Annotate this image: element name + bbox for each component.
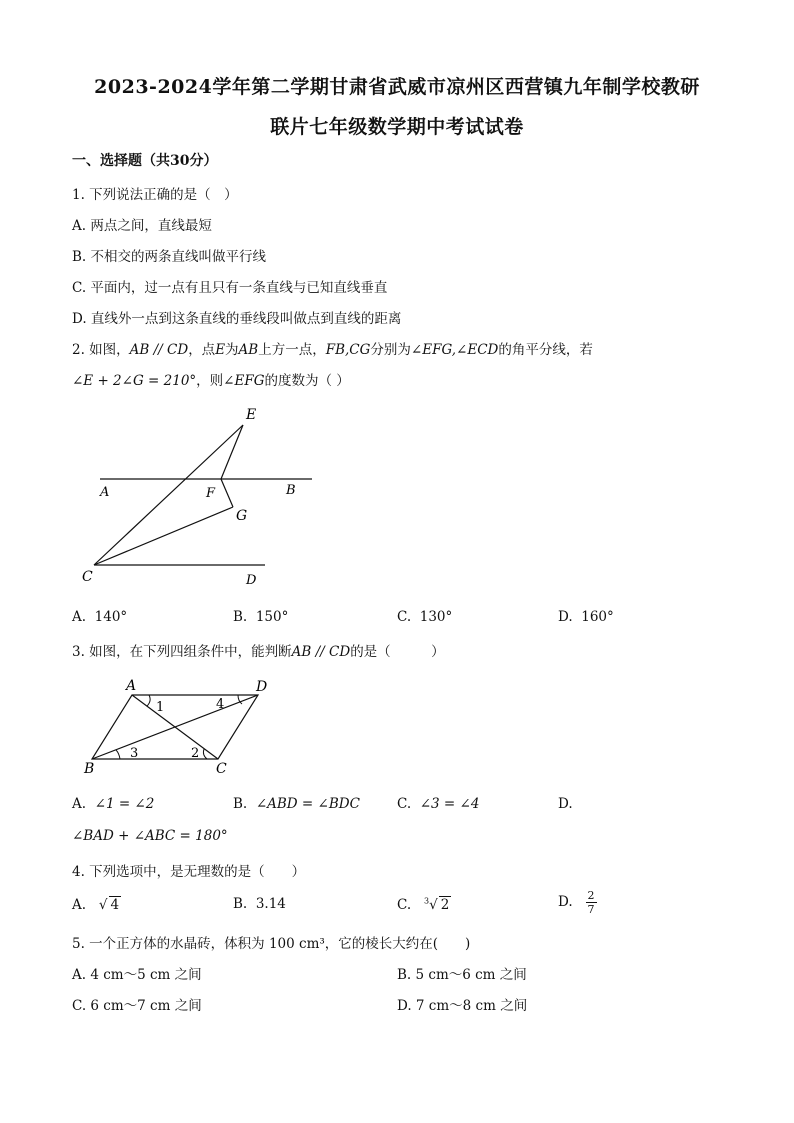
q5-option-a: A. 4 cm～5 cm 之间 (72, 967, 202, 983)
q4-option-b (233, 896, 286, 912)
option-letter: D. (558, 796, 573, 812)
q1-option-b: B. 不相交的两条直线叫做平行线 (72, 249, 267, 265)
option-value: ∠ABD = ∠BDC (255, 796, 360, 812)
angle-arc-3 (116, 750, 120, 759)
q3-figure (80, 675, 280, 780)
label-b: B (84, 761, 95, 777)
q1-option-a: A. 两点之间，直线最短 (72, 218, 212, 234)
segment-fg (221, 479, 233, 507)
option-letter: A. (72, 609, 87, 625)
q2-math: ∠EFG (223, 373, 265, 389)
option-value: ∠3 = ∠4 (419, 796, 480, 812)
option-value: 150° (255, 609, 289, 625)
q2-stem-part: 分别为 (370, 342, 411, 358)
label-b: B (286, 483, 296, 498)
option-value: ∠BAD + ∠ABC = 180° (72, 828, 228, 844)
section-heading: 一、选择题（共30分） (72, 153, 218, 169)
angle-arc-1 (147, 695, 150, 706)
q4-option-c (397, 896, 451, 913)
sqrt-icon: √ (98, 897, 108, 913)
root-index: 3 (424, 896, 430, 906)
option-letter: A. (72, 897, 87, 913)
q2-stem-cont (72, 369, 350, 389)
option-letter: B. (233, 609, 248, 625)
segment-ef (221, 425, 243, 479)
q2-stem-part: 的度数为（ ） (264, 373, 350, 389)
q2-math: AB (238, 342, 259, 358)
numerator: 2 (587, 889, 595, 902)
label-g: G (236, 508, 248, 524)
label-a: A (100, 485, 110, 500)
q3-stem-part: 的是（ ） (350, 644, 445, 660)
option-value: 3.14 (255, 896, 286, 912)
q2-stem-part: 的角平分线，若 (498, 342, 593, 358)
q3-option-b (233, 796, 360, 812)
q3-math: AB // CD (291, 644, 351, 660)
q2-option-b (233, 609, 288, 625)
option-letter: C. (397, 897, 412, 913)
q3-option-c (397, 796, 479, 812)
q2-stem-part: 上方一点， (258, 342, 326, 358)
q1-option-c: C. 平面内，过一点有且只有一条直线与已知直线垂直 (72, 280, 388, 296)
label-angle-4: 4 (216, 697, 225, 712)
q2-stem-part: 2. 如图， (72, 342, 130, 358)
q4-option-d (558, 889, 597, 916)
label-c: C (216, 761, 227, 777)
q4-stem: 4. 下列选项中，是无理数的是（ ） (72, 864, 306, 880)
radicand: 4 (110, 897, 120, 913)
option-letter: C. (397, 796, 412, 812)
option-letter: C. (397, 609, 412, 625)
option-value: 140° (94, 609, 128, 625)
fraction (586, 889, 597, 916)
q2-option-c (397, 609, 452, 625)
label-d: D (246, 573, 257, 588)
q2-option-a (72, 609, 127, 625)
q3-option-d-value (72, 828, 228, 844)
option-letter: B. (233, 796, 248, 812)
option-letter: D. (558, 609, 573, 625)
q5-option-d: D. 7 cm～8 cm 之间 (397, 998, 528, 1014)
segment-gc (94, 507, 233, 565)
q3-stem (72, 640, 445, 660)
q4-option-a (72, 896, 121, 913)
q3-option-d (558, 796, 573, 812)
q5-option-b: B. 5 cm～6 cm 之间 (397, 967, 527, 983)
label-angle-2: 2 (191, 746, 200, 761)
label-d: D (256, 679, 268, 695)
q2-math: E (215, 342, 226, 358)
q1-option-d: D. 直线外一点到这条直线的垂线段叫做点到直线的距离 (72, 311, 402, 327)
q2-math: ∠EFG,∠ECD (410, 342, 499, 358)
q3-option-a (72, 796, 154, 812)
q2-stem (72, 338, 593, 358)
label-a: A (126, 678, 137, 694)
q2-option-d (558, 609, 614, 625)
denominator: 7 (587, 903, 595, 916)
q2-figure (80, 400, 330, 595)
page-title-line1: 2023-2024学年第二学期甘肃省武威市凉州区西营镇九年制学校教研 (94, 76, 700, 98)
segment-ce (94, 425, 243, 565)
q1-stem: 1. 下列说法正确的是（ ） (72, 187, 238, 203)
q2-stem-part: ，则 (196, 373, 224, 389)
q2-stem-part: ，点 (188, 342, 216, 358)
q2-math: AB // CD (129, 342, 189, 358)
q2-math: FB,CG (325, 342, 371, 358)
option-letter: D. (558, 894, 573, 910)
q2-stem-part: 为 (225, 342, 239, 358)
option-letter: B. (233, 896, 248, 912)
label-e: E (246, 407, 257, 423)
option-value: ∠1 = ∠2 (94, 796, 155, 812)
q5-option-c: C. 6 cm～7 cm 之间 (72, 998, 202, 1014)
label-angle-3: 3 (130, 746, 139, 761)
q2-math: ∠E + 2∠G = 210° (72, 373, 197, 389)
radicand: 2 (440, 897, 450, 913)
q5-stem: 5. 一个正方体的水晶砖，体积为 100 cm³，它的棱长大约在( ) (72, 936, 471, 952)
option-letter: A. (72, 796, 87, 812)
page-title-line2: 联片七年级数学期中考试试卷 (270, 116, 524, 138)
cube-root-icon: √ (429, 897, 438, 913)
label-angle-1: 1 (156, 700, 165, 715)
option-value: 130° (419, 609, 453, 625)
label-f: F (206, 486, 216, 501)
q3-stem-part: 3. 如图，在下列四组条件中，能判断 (72, 644, 292, 660)
diagonal-bd (92, 695, 258, 759)
option-value: 160° (581, 609, 614, 625)
label-c: C (82, 569, 93, 585)
